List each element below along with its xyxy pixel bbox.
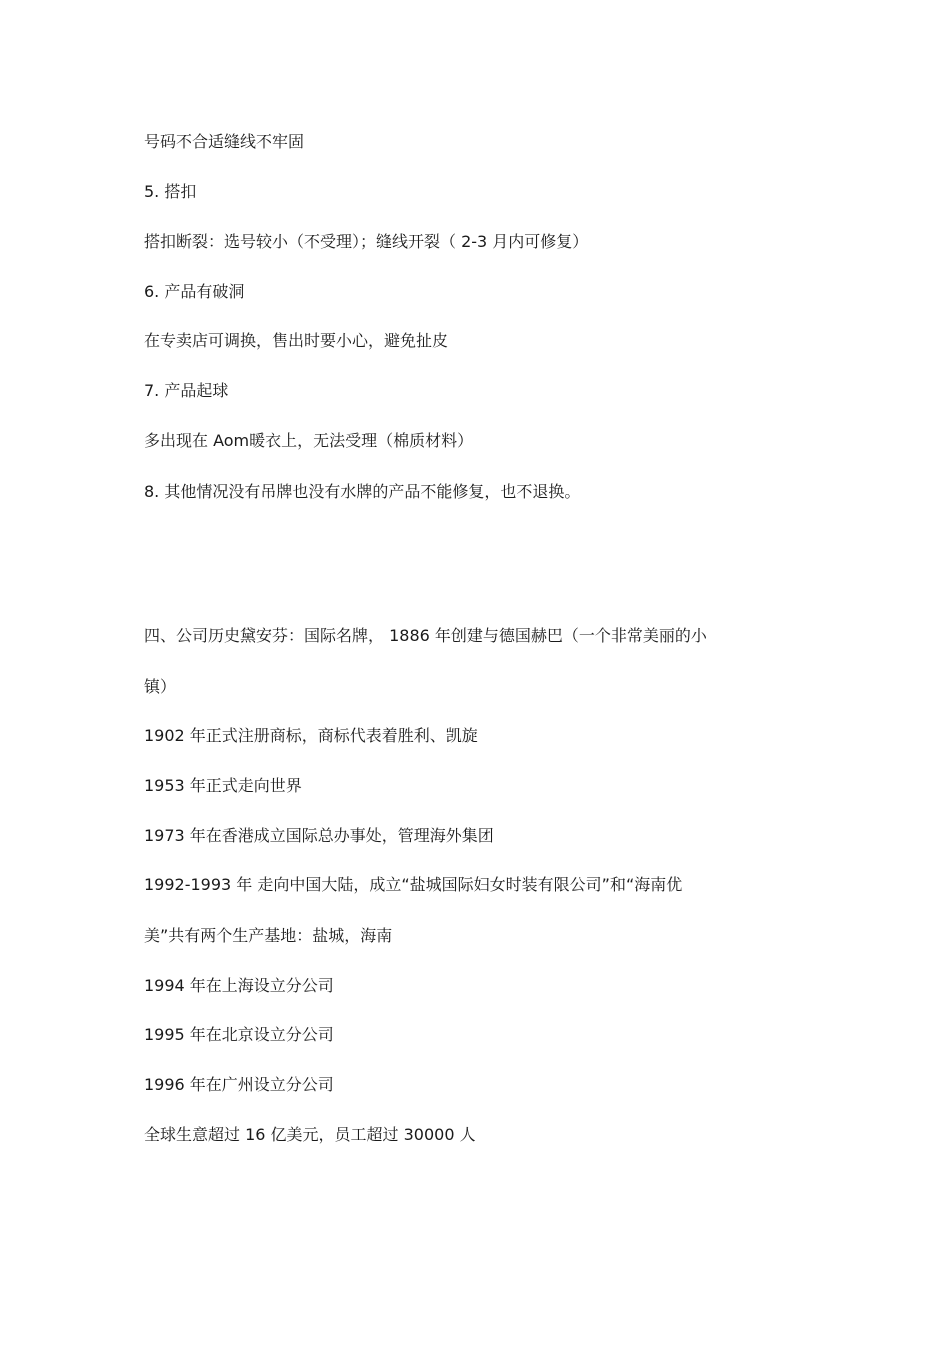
text-line-1994: 1994 年在上海设立分公司 [144, 976, 334, 995]
text-line-1992-1993: 1992-1993 年 走向中国大陆，成立“盐城国际妇女时装有限公司”和“海南优 [144, 875, 683, 894]
text-line-size-stitching: 号码不合适缝线不牢固 [144, 132, 305, 151]
text-line-history-continued: 镇） [144, 677, 177, 696]
heading-holes: 6. 产品有破洞 [144, 282, 245, 301]
text-line-pilling-detail: 多出现在 Aom暖衣上，无法受理（棉质材料） [144, 431, 474, 450]
text-line-buckle-detail: 搭扣断裂：选号较小（不受理）；缝线开裂（ 2-3 月内可修复） [144, 232, 589, 251]
text-line-1996: 1996 年在广州设立分公司 [144, 1075, 334, 1094]
text-line-1995: 1995 年在北京设立分公司 [144, 1025, 334, 1044]
text-line-holes-detail: 在专卖店可调换，售出时要小心，避免扯皮 [144, 331, 449, 350]
text-line-other-cases: 8. 其他情况没有吊牌也没有水牌的产品不能修复，也不退换。 [144, 482, 581, 501]
heading-pilling: 7. 产品起球 [144, 381, 229, 400]
text-line-1973: 1973 年在香港成立国际总办事处，管理海外集团 [144, 826, 494, 845]
text-line-1902: 1902 年正式注册商标，商标代表着胜利、凯旋 [144, 726, 478, 745]
text-line-1992-1993-continued: 美”共有两个生产基地：盐城，海南 [144, 926, 393, 945]
section-heading-company-history: 四、公司历史黛安芬：国际名牌， 1886 年创建与德国赫巴（一个非常美丽的小 [144, 626, 707, 645]
text-line-1953: 1953 年正式走向世界 [144, 776, 302, 795]
text-line-global-business: 全球生意超过 16 亿美元，员工超过 30000 人 [144, 1125, 476, 1144]
heading-buckle: 5. 搭扣 [144, 182, 197, 201]
